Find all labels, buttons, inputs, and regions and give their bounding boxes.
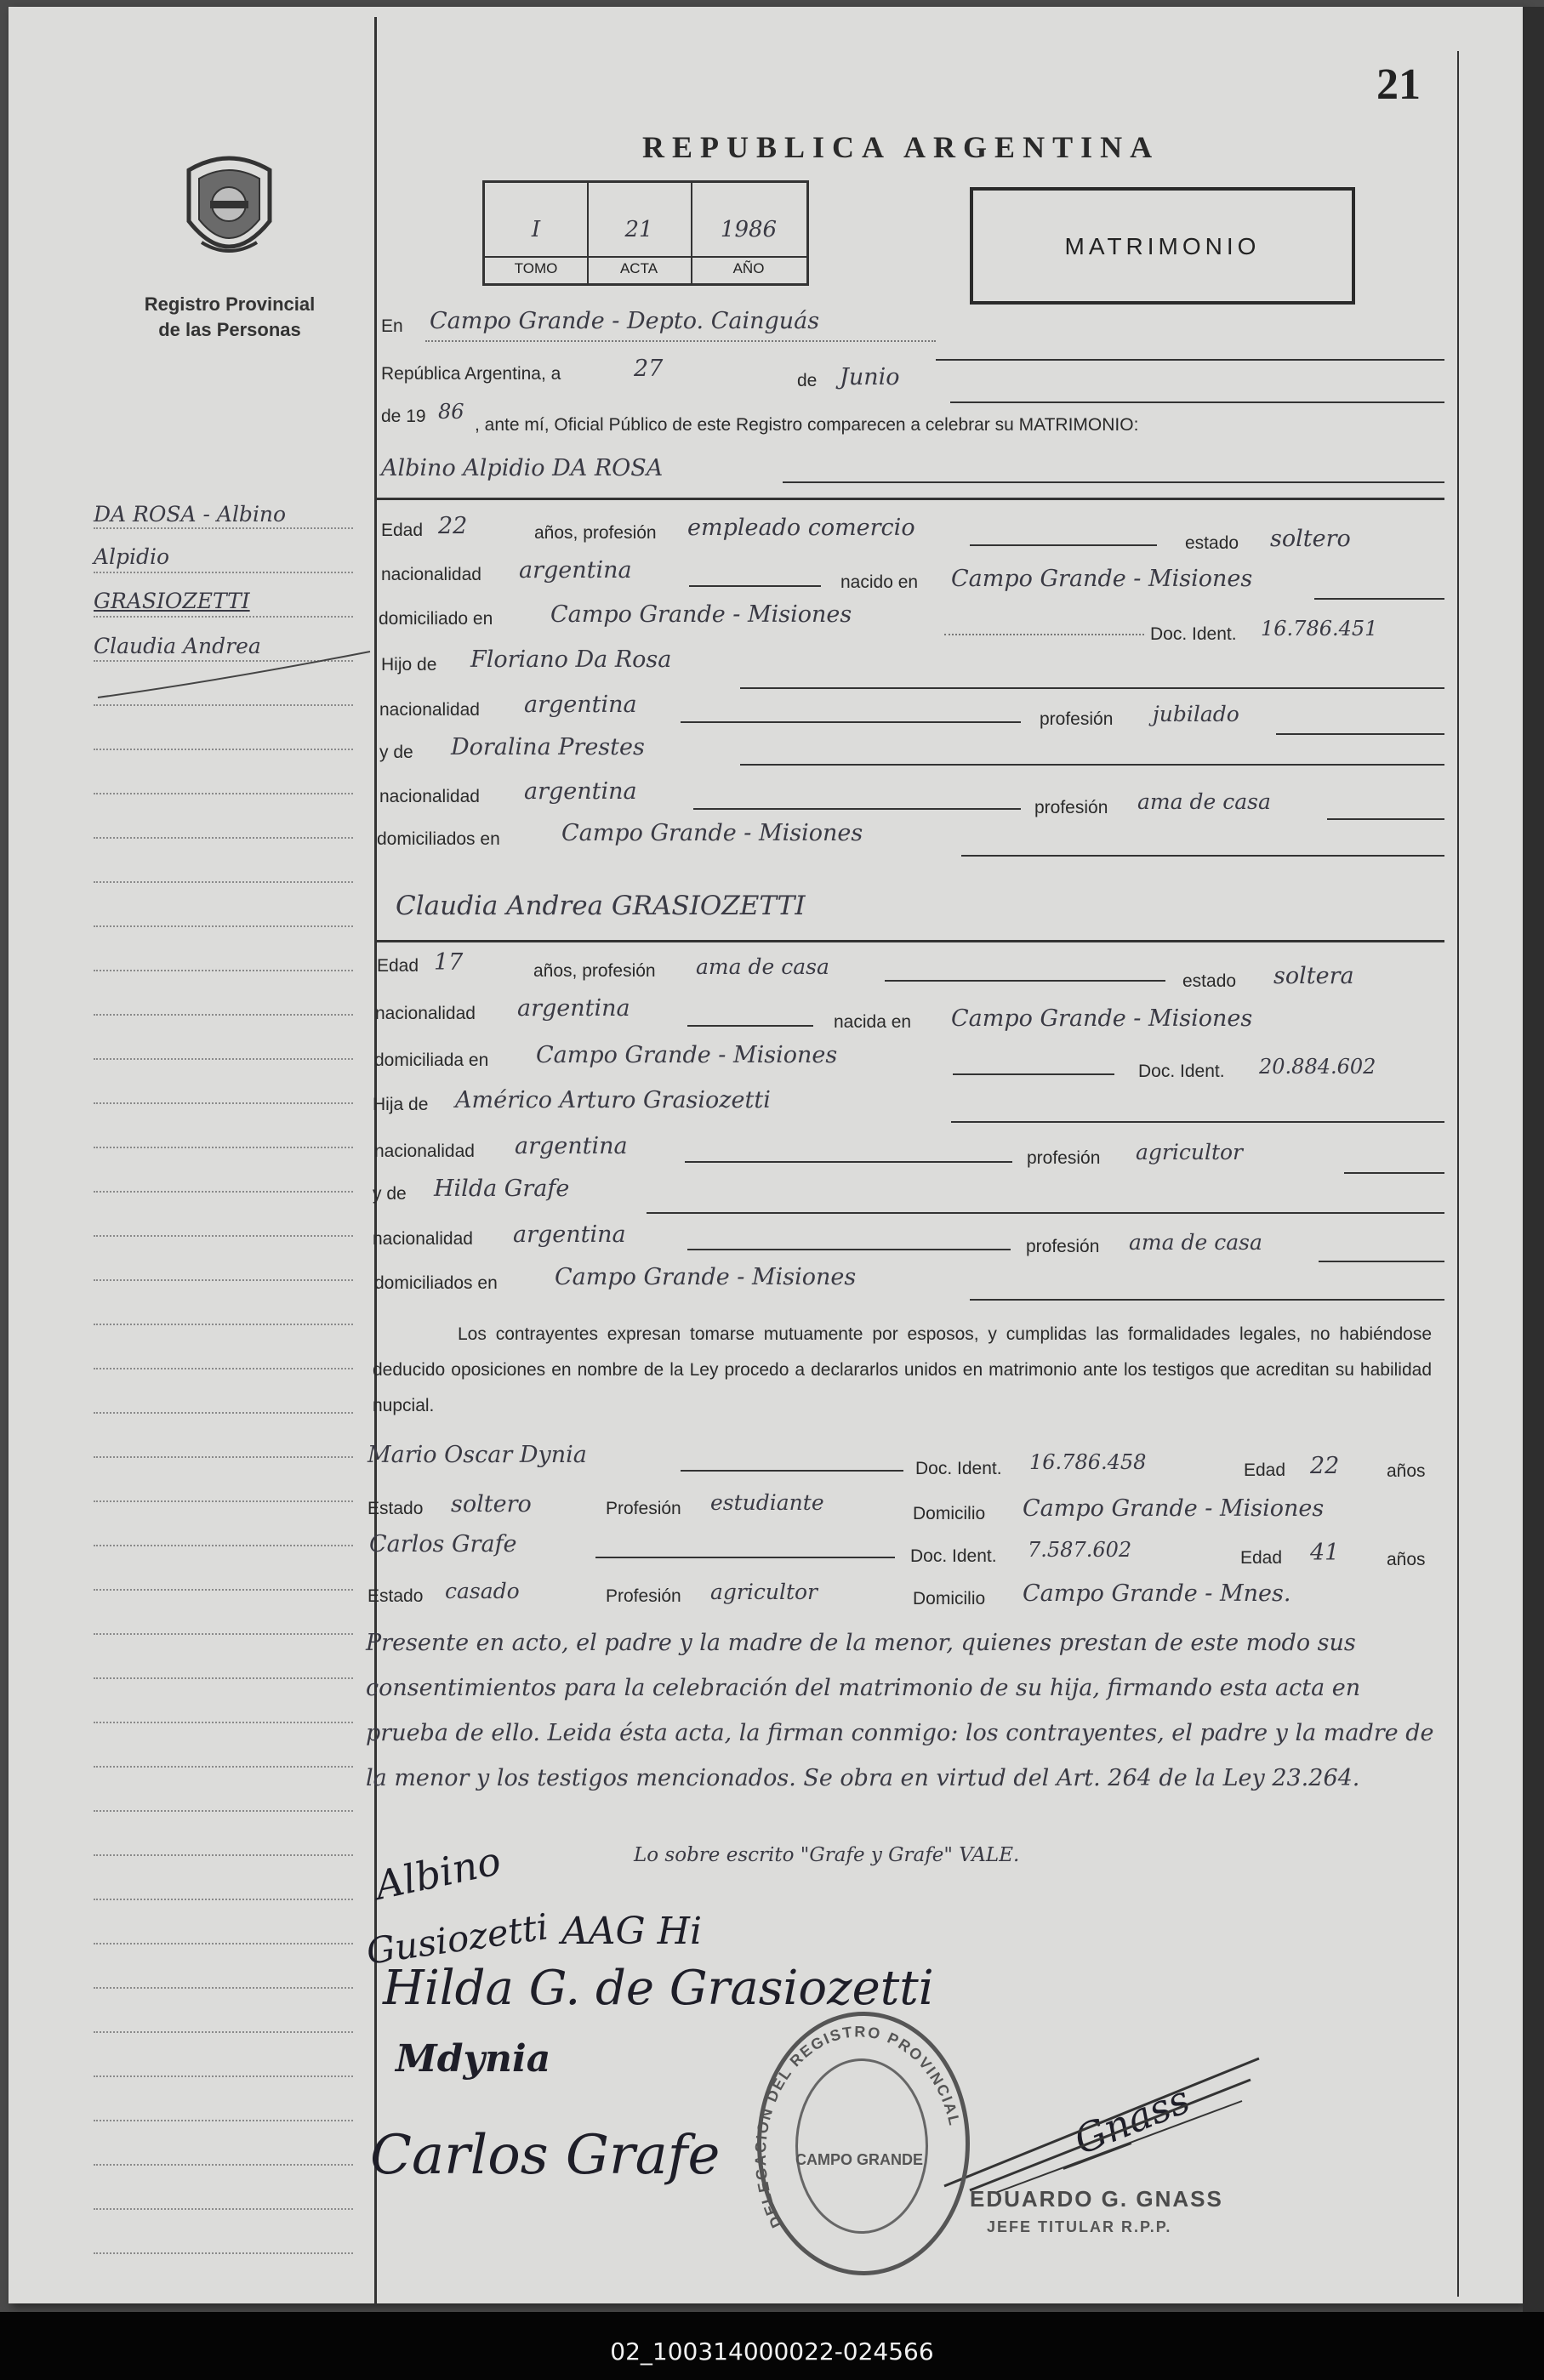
stamp-official-title: JEFE TITULAR R.P.P. bbox=[987, 2218, 1172, 2235]
tomo-label: TOMO bbox=[485, 256, 587, 277]
anio-label: AÑO bbox=[691, 256, 806, 277]
rule-line bbox=[783, 481, 1444, 483]
bride-mother-nationality: argentina bbox=[513, 1221, 626, 1248]
page-number: 21 bbox=[1376, 60, 1421, 109]
margin-dotted-line bbox=[94, 527, 353, 529]
margin-dotted-line bbox=[94, 1058, 353, 1060]
margin-dotted-line bbox=[94, 1456, 353, 1458]
margin-note-line4: Claudia Andrea bbox=[94, 634, 261, 658]
margin-note-line3: GRASIOZETTI bbox=[94, 589, 250, 613]
rule-line bbox=[970, 544, 1157, 546]
groom-hijo-label: Hijo de bbox=[381, 655, 437, 675]
bride-estado-label: estado bbox=[1182, 971, 1237, 991]
stamp-ring-lettering bbox=[749, 2003, 970, 2275]
groom-father-nationality: argentina bbox=[524, 692, 637, 718]
witness1-estado-label: Estado bbox=[367, 1499, 424, 1518]
signature-mother: Hilda G. de Grasiozetti bbox=[383, 1961, 934, 2016]
margin-dotted-line bbox=[94, 2252, 353, 2254]
witness1-anios-label: años bbox=[1387, 1461, 1426, 1481]
witness2-dom-label: Domicilio bbox=[913, 1589, 986, 1608]
country-title: REPUBLICA ARGENTINA bbox=[642, 130, 1160, 164]
rule-line bbox=[687, 1249, 1011, 1250]
witness2-edad-label: Edad bbox=[1240, 1548, 1283, 1568]
margin-dotted-line bbox=[94, 1810, 353, 1812]
svg-text:DELEGACION DEL REGISTRO PROVIN: DELEGACION DEL REGISTRO PROVINCIAL bbox=[751, 2023, 964, 2231]
rule-line bbox=[1319, 1261, 1444, 1262]
correction-note: Lo sobre escrito "Grafe y Grafe" VALE. bbox=[634, 1844, 1020, 1866]
margin-dotted-line bbox=[94, 1235, 353, 1237]
bride-mother: Hilda Grafe bbox=[434, 1176, 570, 1202]
rule-line bbox=[936, 359, 1444, 361]
bride-domiciliada-label: domiciliada en bbox=[374, 1051, 489, 1070]
margin-dotted-line bbox=[94, 572, 353, 573]
bride-nationality: argentina bbox=[517, 995, 630, 1022]
acta-value: 21 bbox=[624, 217, 653, 242]
witness2-doc-label: Doc. Ident. bbox=[910, 1546, 997, 1566]
bride-father-nationality: argentina bbox=[515, 1133, 628, 1159]
witness1-doc-label: Doc. Ident. bbox=[915, 1459, 1002, 1478]
bride-father-prof-label: profesión bbox=[1027, 1148, 1101, 1168]
groom-father-profession: jubilado bbox=[1153, 702, 1239, 726]
dotted-line bbox=[944, 634, 1144, 635]
margin-note-stroke bbox=[94, 646, 374, 706]
witness2-estado-label: Estado bbox=[367, 1586, 424, 1606]
margin-dotted-line bbox=[94, 2164, 353, 2166]
acta-label: ACTA bbox=[587, 256, 691, 277]
groom-anios-label: años, profesión bbox=[534, 523, 657, 543]
witness2-anios-label: años bbox=[1387, 1550, 1426, 1569]
rule-line bbox=[681, 721, 1021, 723]
signature-groom: Albino bbox=[371, 1837, 505, 1909]
rule-line bbox=[961, 855, 1444, 857]
groom-doc: 16.786.451 bbox=[1261, 617, 1378, 641]
anio-cell bbox=[691, 183, 806, 283]
acta-cell bbox=[587, 183, 692, 283]
rule-line bbox=[740, 687, 1444, 689]
signature-father: AAG Hi bbox=[561, 1910, 703, 1953]
republica-label: República Argentina, a bbox=[381, 364, 561, 384]
rule-line bbox=[740, 764, 1444, 766]
groom-father-nac-label: nacionalidad bbox=[379, 700, 480, 720]
groom-name: Albino Alpidio DA ROSA bbox=[381, 455, 664, 481]
bride-father-profession: agricultor bbox=[1136, 1140, 1244, 1164]
margin-dotted-line bbox=[94, 1412, 353, 1414]
document-type-box bbox=[970, 187, 1355, 305]
intro-text: , ante mí, Oficial Público de este Registro comparecen a celebrar su MATRIMONIO: bbox=[475, 415, 1139, 435]
margin-dotted-line bbox=[94, 1545, 353, 1546]
groom-edad-label: Edad bbox=[381, 521, 424, 540]
signature-witness1: Mdynia bbox=[396, 2037, 551, 2081]
margin-dotted-line bbox=[94, 837, 353, 839]
rule-line bbox=[647, 1212, 1444, 1214]
witness2-age: 41 bbox=[1310, 1540, 1340, 1566]
witness2-domicile: Campo Grande - Mnes. bbox=[1023, 1580, 1291, 1607]
groom-mother-nac-label: nacionalidad bbox=[379, 787, 480, 806]
bride-doc-label: Doc. Ident. bbox=[1138, 1062, 1225, 1081]
margin-dotted-line bbox=[94, 1677, 353, 1679]
groom-doc-label: Doc. Ident. bbox=[1150, 624, 1237, 644]
rule-line bbox=[950, 401, 1444, 403]
rule-line bbox=[687, 1025, 813, 1027]
margin-dotted-line bbox=[94, 1899, 353, 1900]
document-type: MATRIMONIO bbox=[1064, 233, 1261, 259]
book-edge bbox=[1523, 7, 1544, 2312]
celebration-place: Campo Grande - Depto. Cainguás bbox=[430, 308, 820, 334]
bride-name: Claudia Andrea GRASIOZETTI bbox=[396, 891, 806, 921]
margin-dotted-line bbox=[94, 1854, 353, 1856]
rule-line bbox=[970, 1299, 1444, 1301]
rule-line bbox=[951, 1121, 1444, 1123]
groom-mother: Doralina Prestes bbox=[451, 734, 645, 760]
groom-status: soltero bbox=[1270, 526, 1351, 552]
en-label: En bbox=[381, 316, 403, 336]
groom-nacido-label: nacido en bbox=[840, 572, 919, 592]
margin-dotted-line bbox=[94, 2120, 353, 2121]
groom-profession: empleado comercio bbox=[687, 515, 915, 541]
bride-born-in: Campo Grande - Misiones bbox=[951, 1005, 1253, 1032]
bride-y-de-label: y de bbox=[373, 1184, 407, 1204]
stamp-official-name: EDUARDO G. GNASS bbox=[970, 2186, 1223, 2212]
groom-father: Floriano Da Rosa bbox=[470, 646, 672, 673]
margin-dotted-line bbox=[94, 1324, 353, 1325]
groom-parents-domicile-label: domiciliados en bbox=[377, 829, 500, 849]
bride-nacionalidad-label: nacionalidad bbox=[375, 1004, 476, 1023]
rule-line bbox=[595, 1557, 895, 1558]
margin-note-line2: Alpidio bbox=[94, 544, 170, 569]
dotted-line bbox=[425, 340, 936, 342]
witness2-name: Carlos Grafe bbox=[369, 1531, 517, 1557]
de-label: de bbox=[797, 371, 818, 390]
margin-dotted-line bbox=[94, 925, 353, 927]
observations-text: Presente en acto, el padre y la madre de la menor, quienes prestan de este modo sus consentimientos para la celebración del matrimonio de su hija, firmando esta acta en prueba de ello. Leida ésta acta, la firman conmigo: los contrayentes, el padre y la madre de la menor y los testigos mencionados. Se obra en virtud del Art. 264 de la Ley 23.264. bbox=[366, 1630, 1434, 1791]
groom-domiciliado-label: domiciliado en bbox=[379, 609, 493, 629]
bride-father-nac-label: nacionalidad bbox=[374, 1142, 475, 1161]
tomo-cell bbox=[485, 183, 589, 283]
rule-line bbox=[377, 940, 1444, 942]
bride-edad-label: Edad bbox=[377, 956, 419, 976]
margin-dotted-line bbox=[94, 2031, 353, 2033]
margin-dotted-line bbox=[94, 1766, 353, 1768]
witness2-profession: agricultor bbox=[710, 1580, 818, 1604]
margin-dotted-line bbox=[94, 793, 353, 794]
margin-dotted-line bbox=[94, 1589, 353, 1591]
witness1-domicile: Campo Grande - Misiones bbox=[1023, 1495, 1325, 1522]
groom-mother-prof-label: profesión bbox=[1034, 798, 1108, 817]
groom-domicile: Campo Grande - Misiones bbox=[550, 601, 852, 628]
margin-dotted-line bbox=[94, 1943, 353, 1944]
witness1-prof-label: Profesión bbox=[606, 1499, 681, 1518]
bride-mother-nac-label: nacionalidad bbox=[373, 1229, 473, 1249]
celebration-month: Junio bbox=[840, 364, 900, 390]
margin-dotted-line bbox=[94, 1279, 353, 1281]
provincial-seal-logo bbox=[180, 153, 278, 268]
groom-mother-profession: ama de casa bbox=[1137, 789, 1271, 814]
rule-line bbox=[685, 1161, 1012, 1163]
declaration-text: Los contrayentes expresan tomarse mutuamente por esposos, y cumplidas las formalidades legales, no habiéndose deducido oposiciones en nombre de la Ley procedo a declararlos unidos en matrimonio ante los testigos que acreditan su habilidad nupcial. bbox=[373, 1324, 1432, 1415]
groom-y-de-label: y de bbox=[379, 743, 413, 762]
bride-parents-domicile: Campo Grande - Misiones bbox=[555, 1264, 857, 1290]
anio-value: 1986 bbox=[720, 217, 778, 242]
bride-domicile: Campo Grande - Misiones bbox=[536, 1042, 838, 1068]
bride-parents-domicile-label: domiciliados en bbox=[374, 1273, 498, 1293]
margin-dotted-line bbox=[94, 881, 353, 883]
rule-line bbox=[377, 498, 1444, 500]
groom-mother-nationality: argentina bbox=[524, 778, 637, 805]
witness2-prof-label: Profesión bbox=[606, 1586, 681, 1606]
bride-status: soltera bbox=[1273, 963, 1354, 989]
right-rule bbox=[1457, 51, 1459, 2297]
scan-identifier: 02_100314000022-024566 bbox=[610, 2337, 934, 2366]
groom-parents-domicile: Campo Grande - Misiones bbox=[561, 820, 863, 846]
registry-name-line1: Registro Provincial bbox=[144, 293, 316, 315]
celebration-year: 86 bbox=[438, 400, 464, 424]
margin-dotted-line bbox=[94, 1633, 353, 1635]
bride-mother-profession: ama de casa bbox=[1129, 1230, 1262, 1255]
witness1-status: soltero bbox=[451, 1491, 532, 1517]
witness1-profession: estudiante bbox=[710, 1490, 824, 1515]
document-page bbox=[9, 7, 1523, 2303]
witness1-doc: 16.786.458 bbox=[1029, 1450, 1147, 1474]
signature-official: Gnass bbox=[1068, 2075, 1196, 2164]
signature-witness2: Carlos Grafe bbox=[370, 2124, 721, 2187]
rule-line bbox=[1327, 818, 1444, 820]
groom-age: 22 bbox=[438, 513, 468, 539]
rule-line bbox=[1344, 1172, 1444, 1174]
record-number-table bbox=[482, 180, 809, 286]
witness2-status: casado bbox=[445, 1579, 520, 1603]
groom-estado-label: estado bbox=[1185, 533, 1239, 553]
witness1-age: 22 bbox=[1310, 1453, 1340, 1479]
margin-dotted-line bbox=[94, 2208, 353, 2210]
bride-doc: 20.884.602 bbox=[1259, 1055, 1376, 1079]
signature-bride: Gusiozetti bbox=[363, 1905, 551, 1973]
bride-hija-label: Hija de bbox=[373, 1095, 429, 1114]
tomo-value: I bbox=[531, 217, 541, 242]
rule-line bbox=[953, 1073, 1114, 1075]
year-prefix: de 19 bbox=[381, 407, 426, 426]
margin-dotted-line bbox=[94, 616, 353, 618]
rule-line bbox=[1314, 598, 1444, 600]
rule-line bbox=[681, 1470, 903, 1472]
margin-dotted-line bbox=[94, 1368, 353, 1369]
witness1-dom-label: Domicilio bbox=[913, 1504, 986, 1523]
margin-dotted-line bbox=[94, 970, 353, 971]
margin-dotted-line bbox=[94, 2075, 353, 2077]
margin-dotted-line bbox=[94, 1147, 353, 1148]
margin-note-line1: DA ROSA - Albino bbox=[94, 502, 287, 527]
groom-born-in: Campo Grande - Misiones bbox=[951, 566, 1253, 592]
margin-dotted-line bbox=[94, 1722, 353, 1723]
bride-age: 17 bbox=[434, 949, 464, 976]
bride-anios-label: años, profesión bbox=[533, 961, 656, 981]
witness2-doc: 7.587.602 bbox=[1028, 1538, 1132, 1562]
rule-line bbox=[885, 980, 1165, 982]
margin-dotted-line bbox=[94, 1500, 353, 1502]
margin-dotted-line bbox=[94, 1191, 353, 1193]
margin-dotted-line bbox=[94, 1102, 353, 1104]
rule-line bbox=[689, 585, 821, 587]
rule-line bbox=[693, 808, 1021, 810]
margin-dotted-line bbox=[94, 1014, 353, 1016]
registry-name-line2: de las Personas bbox=[158, 319, 301, 340]
rule-line bbox=[1276, 733, 1444, 735]
svg-text:CAMPO GRANDE: CAMPO GRANDE bbox=[795, 2151, 924, 2168]
celebration-day: 27 bbox=[634, 356, 664, 382]
bride-profession: ama de casa bbox=[696, 954, 829, 979]
bride-nacida-label: nacida en bbox=[834, 1012, 912, 1032]
groom-father-prof-label: profesión bbox=[1040, 709, 1114, 729]
witness1-edad-label: Edad bbox=[1244, 1460, 1286, 1480]
groom-nacionalidad-label: nacionalidad bbox=[381, 565, 481, 584]
bride-father: Américo Arturo Grasiozetti bbox=[455, 1087, 771, 1113]
margin-dotted-line bbox=[94, 1987, 353, 1989]
groom-nationality: argentina bbox=[519, 557, 632, 584]
margin-dotted-line bbox=[94, 749, 353, 750]
witness1-name: Mario Oscar Dynia bbox=[367, 1442, 587, 1468]
bride-mother-prof-label: profesión bbox=[1026, 1237, 1100, 1256]
